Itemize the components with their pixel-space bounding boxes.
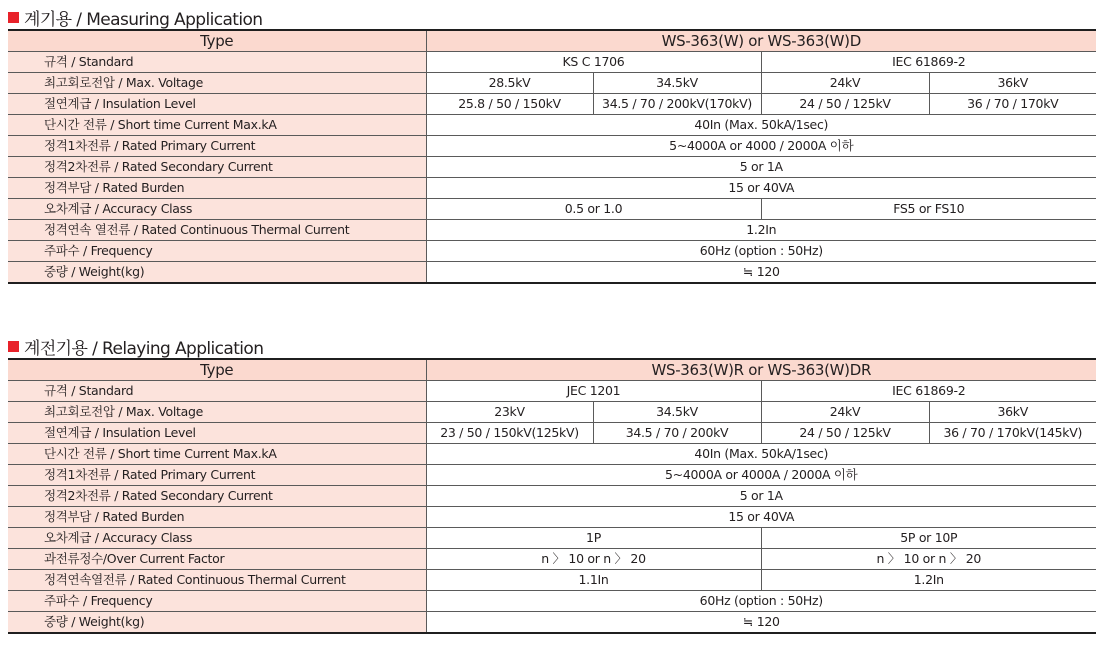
row-label: 정격2차전류 / Rated Secondary Current bbox=[8, 157, 426, 178]
cell-value: 24kV bbox=[761, 402, 929, 423]
cell-value: JEC 1201 bbox=[426, 381, 761, 402]
measuring-title bbox=[8, 5, 1096, 29]
table-row-voltage bbox=[8, 73, 1096, 94]
cell-value: 24kV bbox=[761, 73, 929, 94]
row-label: 단시간 전류 / Short time Current Max.kA bbox=[8, 115, 426, 136]
cell-value: 36 / 70 / 170kV(145kV) bbox=[929, 423, 1096, 444]
row-label: 정격연속열전류 / Rated Continuous Thermal Current bbox=[8, 570, 426, 591]
red-square-icon bbox=[8, 12, 19, 23]
table-row-voltage bbox=[8, 402, 1096, 423]
cell-value: 40In (Max. 50kA/1sec) bbox=[426, 444, 1096, 465]
relaying-section bbox=[8, 334, 1096, 634]
cell-value: 5P or 10P bbox=[761, 528, 1096, 549]
cell-value: 23 / 50 / 150kV(125kV) bbox=[426, 423, 593, 444]
table-row-weight bbox=[8, 612, 1096, 634]
type-label: Type bbox=[8, 30, 426, 52]
table-row-standard bbox=[8, 52, 1096, 73]
table-row-primary bbox=[8, 465, 1096, 486]
cell-value: 0.5 or 1.0 bbox=[426, 199, 761, 220]
type-value: WS-363(W) or WS-363(W)D bbox=[426, 30, 1096, 52]
row-label: 정격부담 / Rated Burden bbox=[8, 507, 426, 528]
table-row-burden bbox=[8, 507, 1096, 528]
table-row-overcurrent bbox=[8, 549, 1096, 570]
row-label: 규격 / Standard bbox=[8, 381, 426, 402]
cell-value: 23kV bbox=[426, 402, 593, 423]
table-row-frequency bbox=[8, 241, 1096, 262]
cell-value: IEC 61869-2 bbox=[761, 52, 1096, 73]
row-label: 오차계급 / Accuracy Class bbox=[8, 199, 426, 220]
table-row-insulation bbox=[8, 423, 1096, 444]
cell-value: 5 or 1A bbox=[426, 486, 1096, 507]
row-label: 주파수 / Frequency bbox=[8, 591, 426, 612]
row-label: 과전류정수/Over Current Factor bbox=[8, 549, 426, 570]
cell-value: 40In (Max. 50kA/1sec) bbox=[426, 115, 1096, 136]
row-label: 절연계급 / Insulation Level bbox=[8, 94, 426, 115]
row-label: 단시간 전류 / Short time Current Max.kA bbox=[8, 444, 426, 465]
cell-value: 1.1In bbox=[426, 570, 761, 591]
cell-value: ≒ 120 bbox=[426, 262, 1096, 284]
measuring-section bbox=[8, 5, 1096, 284]
cell-value: 60Hz (option : 50Hz) bbox=[426, 591, 1096, 612]
row-label: 최고회로전압 / Max. Voltage bbox=[8, 73, 426, 94]
cell-value: 5~4000A or 4000A / 2000A 이하 bbox=[426, 465, 1096, 486]
table-header-row bbox=[8, 359, 1096, 381]
relaying-title bbox=[8, 334, 1096, 358]
measuring-spec-table bbox=[8, 29, 1096, 284]
cell-value: IEC 61869-2 bbox=[761, 381, 1096, 402]
cell-value: 34.5kV bbox=[593, 73, 761, 94]
table-row-short-time bbox=[8, 115, 1096, 136]
table-row-thermal bbox=[8, 570, 1096, 591]
measuring-title-text: 계기용 / Measuring Application bbox=[24, 9, 263, 30]
row-label: 정격연속 열전류 / Rated Continuous Thermal Current bbox=[8, 220, 426, 241]
cell-value: 34.5kV bbox=[593, 402, 761, 423]
table-row-accuracy bbox=[8, 199, 1096, 220]
table-row-secondary bbox=[8, 486, 1096, 507]
table-header-row bbox=[8, 30, 1096, 52]
row-label: 정격1차전류 / Rated Primary Current bbox=[8, 465, 426, 486]
table-row-primary bbox=[8, 136, 1096, 157]
table-row-weight bbox=[8, 262, 1096, 284]
type-value: WS-363(W)R or WS-363(W)DR bbox=[426, 359, 1096, 381]
table-row-burden bbox=[8, 178, 1096, 199]
table-row-short-time bbox=[8, 444, 1096, 465]
cell-value: n 〉 10 or n 〉 20 bbox=[426, 549, 761, 570]
red-square-icon bbox=[8, 341, 19, 352]
cell-value: 24 / 50 / 125kV bbox=[761, 423, 929, 444]
cell-value: 1.2In bbox=[426, 220, 1096, 241]
cell-value: n 〉 10 or n 〉 20 bbox=[761, 549, 1096, 570]
table-row-frequency bbox=[8, 591, 1096, 612]
cell-value: 1.2In bbox=[761, 570, 1096, 591]
row-label: 정격2차전류 / Rated Secondary Current bbox=[8, 486, 426, 507]
row-label: 중량 / Weight(kg) bbox=[8, 612, 426, 634]
table-row-standard bbox=[8, 381, 1096, 402]
cell-value: 15 or 40VA bbox=[426, 178, 1096, 199]
cell-value: 36kV bbox=[929, 73, 1096, 94]
row-label: 정격1차전류 / Rated Primary Current bbox=[8, 136, 426, 157]
cell-value: 24 / 50 / 125kV bbox=[761, 94, 929, 115]
relaying-title-text: 계전기용 / Relaying Application bbox=[24, 338, 264, 359]
table-row-insulation bbox=[8, 94, 1096, 115]
cell-value: 34.5 / 70 / 200kV(170kV) bbox=[593, 94, 761, 115]
cell-value: 25.8 / 50 / 150kV bbox=[426, 94, 593, 115]
table-row-accuracy bbox=[8, 528, 1096, 549]
row-label: 중량 / Weight(kg) bbox=[8, 262, 426, 284]
cell-value: 36 / 70 / 170kV bbox=[929, 94, 1096, 115]
type-label: Type bbox=[8, 359, 426, 381]
row-label: 절연계급 / Insulation Level bbox=[8, 423, 426, 444]
row-label: 오차계급 / Accuracy Class bbox=[8, 528, 426, 549]
cell-value: 36kV bbox=[929, 402, 1096, 423]
row-label: 규격 / Standard bbox=[8, 52, 426, 73]
cell-value: KS C 1706 bbox=[426, 52, 761, 73]
row-label: 최고회로전압 / Max. Voltage bbox=[8, 402, 426, 423]
table-row-secondary bbox=[8, 157, 1096, 178]
cell-value: 5 or 1A bbox=[426, 157, 1096, 178]
row-label: 주파수 / Frequency bbox=[8, 241, 426, 262]
cell-value: 34.5 / 70 / 200kV bbox=[593, 423, 761, 444]
cell-value: 28.5kV bbox=[426, 73, 593, 94]
relaying-spec-table bbox=[8, 358, 1096, 634]
table-row-thermal bbox=[8, 220, 1096, 241]
cell-value: ≒ 120 bbox=[426, 612, 1096, 634]
row-label: 정격부담 / Rated Burden bbox=[8, 178, 426, 199]
cell-value: 60Hz (option : 50Hz) bbox=[426, 241, 1096, 262]
cell-value: 15 or 40VA bbox=[426, 507, 1096, 528]
cell-value: 1P bbox=[426, 528, 761, 549]
cell-value: FS5 or FS10 bbox=[761, 199, 1096, 220]
cell-value: 5~4000A or 4000 / 2000A 이하 bbox=[426, 136, 1096, 157]
